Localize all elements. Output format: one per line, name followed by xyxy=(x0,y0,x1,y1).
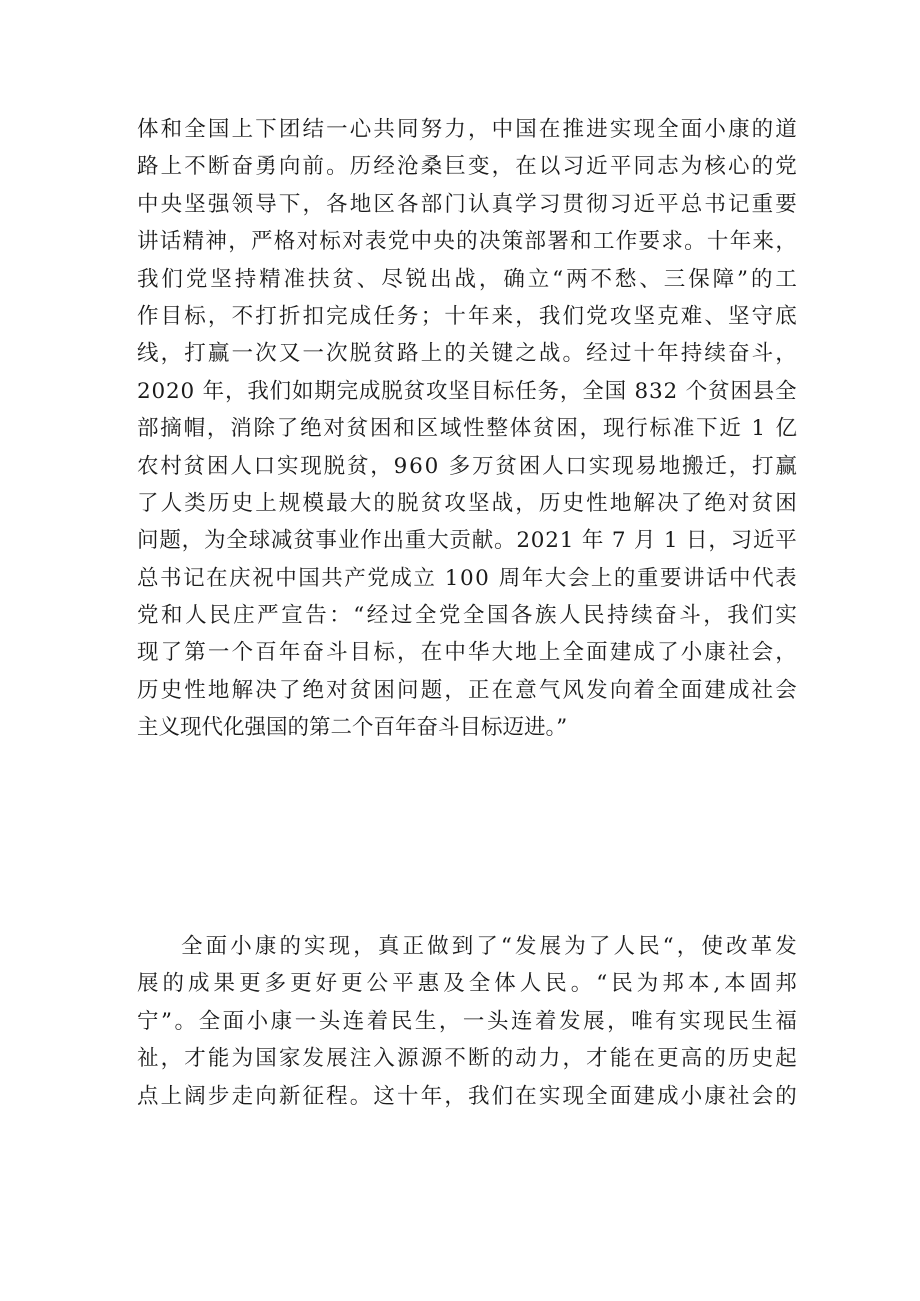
text-line: 党 和 人 民 庄 严 宣 告 ： “ 经 过 全 党 全 国 各 族 人 民 持 续 奋 斗 ， 我 们 实 xyxy=(137,603,797,629)
text-line: 祉 ， 才 能 为 国 家 发 展 注 入 源 源 不 断 的 动 力 ， 才 能 在 更 高 的 历 史 起 xyxy=(137,1046,797,1072)
text-line: 作 目 标 ， 不 打 折 扣 完 成 任 务 ； 十 年 来 ， 我 们 党 攻 坚 克 难 、 坚 守 底 xyxy=(137,303,797,329)
text-line: 展 的 成 果 更 多 更 好 更 公 平 惠 及 全 体 人 民 。 “ 民 为 邦 本 , 本 固 邦 xyxy=(137,971,797,997)
text-line: 问 题 ， 为 全 球 减 贫 事 业 作 出 重 大 贡 献 。 2 0 2 1 年 7 月 1 日 ， 习 近 平 xyxy=(137,528,797,554)
text-line: 点 上 阔 步 走 向 新 征 程 。 这 十 年 ， 我 们 在 实 现 全 面 建 成 小 康 社 会 的 xyxy=(137,1083,797,1109)
text-line: 农 村 贫 困 人 口 实 现 脱 贫 ， 9 6 0 多 万 贫 困 人 口 实 现 易 地 搬 迁 ， 打 赢 xyxy=(137,453,797,479)
paragraph-2 xyxy=(137,928,797,1115)
text-line: 部 摘 帽 ， 消 除 了 绝 对 贫 困 和 区 域 性 整 体 贫 困 ， 现 行 标 准 下 近 1 亿 xyxy=(137,416,797,442)
text-line: 历 史 性 地 解 决 了 绝 对 贫 困 问 题 ， 正 在 意 气 风 发 向 着 全 面 建 成 社 会 xyxy=(137,677,797,703)
text-line: 体 和 全 国 上 下 团 结 一 心 共 同 努 力 ， 中 国 在 推 进 实 现 全 面 小 康 的 道 xyxy=(137,117,797,142)
text-line: 了 人 类 历 史 上 规 模 最 大 的 脱 贫 攻 坚 战 ， 历 史 性 地 解 决 了 绝 对 贫 困 xyxy=(137,490,797,516)
text-line: 全 面 小 康 的 实 现 ， 真 正 做 到 了 “ 发 展 为 了 人 民 “ ， 使 改 革 发 xyxy=(181,934,797,959)
text-line: 宁 ” 。 全 面 小 康 一 头 连 着 民 生 ， 一 头 连 着 发 展 ， 唯 有 实 现 民 生 福 xyxy=(137,1008,797,1034)
text-line: 中 央 坚 强 领 导 下 ， 各 地 区 各 部 门 认 真 学 习 贯 彻 习 近 平 总 书 记 重 要 xyxy=(137,191,797,217)
text-line: 路 上 不 断 奋 勇 向 前 。 历 经 沧 桑 巨 变 ， 在 以 习 近 平 同 志 为 核 心 的 党 xyxy=(137,154,797,180)
text-line: 主义现代化强国的第二个百年奋斗目标迈进。” xyxy=(137,715,568,741)
text-line: 线 ， 打 赢 一 次 又 一 次 脱 贫 路 上 的 关 键 之 战 。 经 过 十 年 持 续 奋 斗 ， xyxy=(137,341,797,367)
paragraph-1 xyxy=(137,111,797,747)
text-line: 现 了 第 一 个 百 年 奋 斗 目 标 ， 在 中 华 大 地 上 全 面 建 成 了 小 康 社 会 ， xyxy=(137,640,797,666)
text-line: 讲 话 精 神 ， 严 格 对 标 对 表 党 中 央 的 决 策 部 署 和 工 作 要 求 。 十 年 来 ， xyxy=(137,229,797,255)
text-line: 2 0 2 0 年 ， 我 们 如 期 完 成 脱 贫 攻 坚 目 标 任 务 ， 全 国 8 3 2 个 贫 困 县 全 xyxy=(137,378,797,404)
text-line: 我 们 党 坚 持 精 准 扶 贫 、 尽 锐 出 战 ， 确 立 “ 两 不 愁 、 三 保 障 ” 的 工 xyxy=(137,266,797,292)
text-line: 总 书 记 在 庆 祝 中 国 共 产 党 成 立 1 0 0 周 年 大 会 上 的 重 要 讲 话 中 代 表 xyxy=(137,565,797,591)
